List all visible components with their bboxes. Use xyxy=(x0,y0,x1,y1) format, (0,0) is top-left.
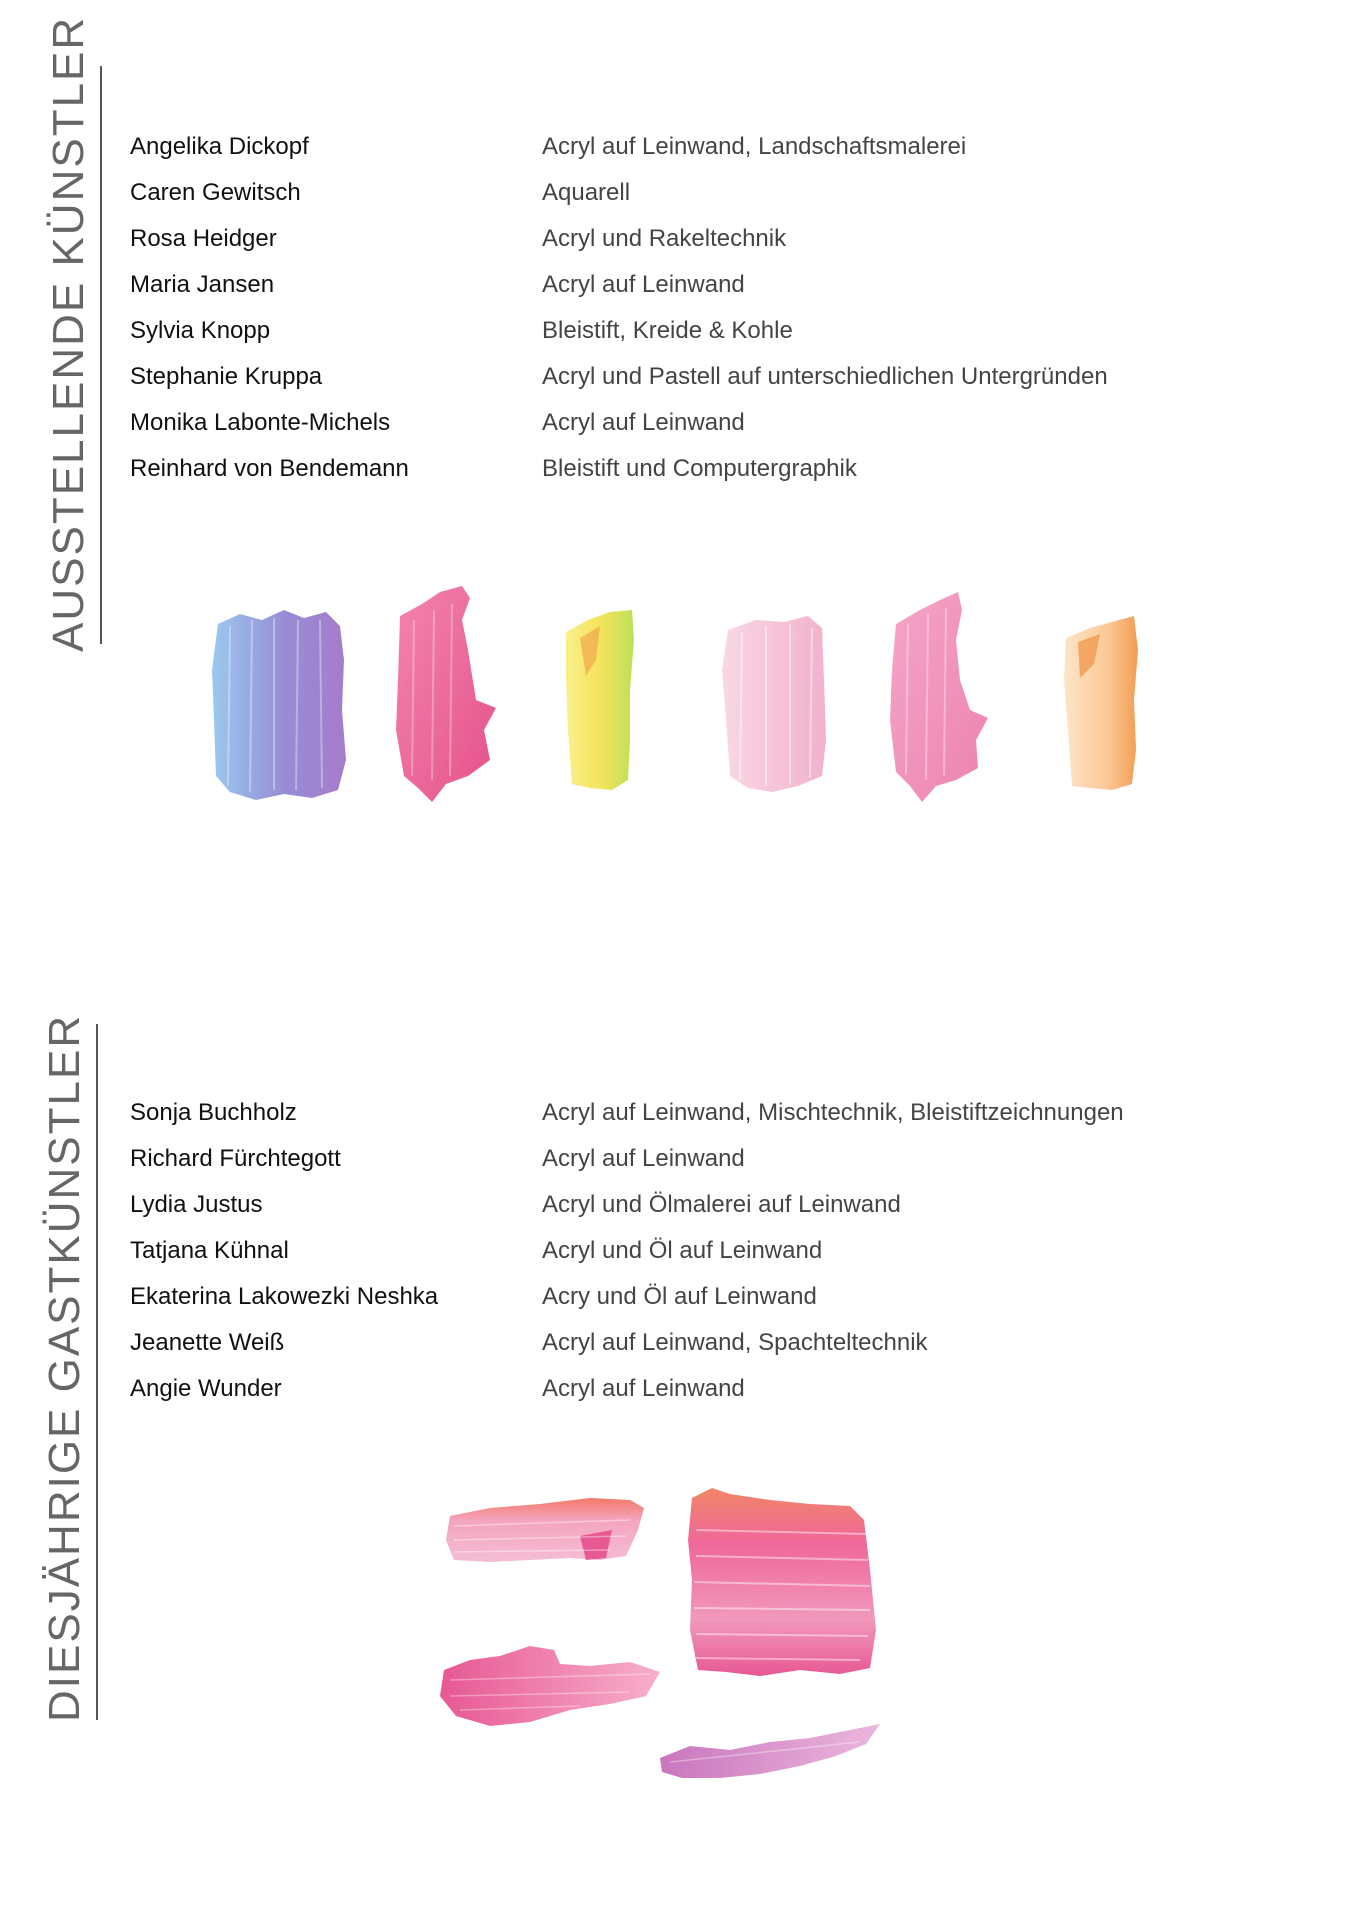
artist-row xyxy=(130,308,1280,354)
artist-row xyxy=(130,124,1280,170)
artist-technique: Acryl auf Leinwand, Mischtechnik, Bleistiftzeichnungen xyxy=(542,1099,1124,1126)
artist-technique: Acryl und Ölmalerei auf Leinwand xyxy=(542,1191,901,1218)
artist-name: Monika Labonte-Michels xyxy=(130,409,391,436)
artist-row xyxy=(130,1274,1280,1320)
artist-technique: Aquarell xyxy=(542,179,631,206)
artist-technique: Acryl auf Leinwand, Spachteltechnik xyxy=(542,1329,928,1356)
guests-section xyxy=(0,1010,1358,1920)
artist-technique: Acryl und Öl auf Leinwand xyxy=(542,1237,823,1264)
artist-technique: Acryl auf Leinwand xyxy=(542,271,745,298)
artist-name: Tatjana Kühnal xyxy=(130,1237,289,1264)
artist-row xyxy=(130,170,1280,216)
artist-technique: Acryl und Pastell auf unterschiedlichen Untergründen xyxy=(542,363,1108,390)
paint-stroke-peach-orange xyxy=(1064,616,1138,790)
paint-stroke-yellow-green xyxy=(566,610,634,790)
exhibitors-section xyxy=(0,0,1358,900)
artist-technique: Bleistift, Kreide & Kohle xyxy=(542,317,793,344)
guests-artist-list xyxy=(130,1090,1280,1412)
artist-name: Richard Fürchtegott xyxy=(130,1145,341,1172)
artist-row xyxy=(130,262,1280,308)
artist-name: Sylvia Knopp xyxy=(130,317,271,344)
artist-row xyxy=(130,354,1280,400)
artist-name: Maria Jansen xyxy=(130,271,275,298)
exhibitors-section-rule xyxy=(100,66,102,644)
artist-name: Caren Gewitsch xyxy=(130,179,301,206)
artist-row xyxy=(130,1228,1280,1274)
artist-name: Angelika Dickopf xyxy=(130,133,309,160)
artist-row xyxy=(130,446,1280,492)
artist-name: Ekaterina Lakowezki Neshka xyxy=(130,1283,439,1310)
artist-row xyxy=(130,400,1280,446)
artist-name: Stephanie Kruppa xyxy=(130,363,323,390)
artist-row xyxy=(130,1090,1280,1136)
artist-technique: Acryl auf Leinwand xyxy=(542,1375,745,1402)
guests-section-title: DIESJÄHRIGE GASTKÜNSTLER xyxy=(40,1013,89,1722)
paint-stroke-light-pink xyxy=(722,616,826,792)
paint-stroke-coral-pink-top-left xyxy=(446,1498,644,1562)
artist-name: Rosa Heidger xyxy=(130,225,277,252)
artist-technique: Acryl auf Leinwand, Landschaftsmalerei xyxy=(542,133,967,160)
paint-stroke-pink xyxy=(890,592,988,802)
paint-stroke-pink-red-large xyxy=(688,1488,876,1676)
paint-stroke-magenta xyxy=(396,586,496,802)
artist-technique: Acryl auf Leinwand xyxy=(542,409,745,436)
exhibitors-section-title: AUSSTELLENDE KÜNSTLER xyxy=(44,15,93,652)
artist-name: Jeanette Weiß xyxy=(130,1329,285,1356)
guests-section-rule xyxy=(96,1024,98,1720)
exhibitors-artist-list xyxy=(130,124,1280,492)
artist-row xyxy=(130,216,1280,262)
artist-technique: Acry und Öl auf Leinwand xyxy=(542,1283,817,1310)
paint-stroke-hot-pink xyxy=(440,1646,660,1726)
artist-technique: Acryl auf Leinwand xyxy=(542,1145,745,1172)
artist-row xyxy=(130,1182,1280,1228)
paint-stroke-blue-violet xyxy=(212,610,346,800)
artist-row xyxy=(130,1136,1280,1182)
artist-name: Lydia Justus xyxy=(130,1191,263,1218)
artist-technique: Acryl und Rakeltechnik xyxy=(542,225,787,252)
artist-name: Angie Wunder xyxy=(130,1375,282,1402)
paint-strokes-row xyxy=(200,580,1160,830)
paint-stroke-orchid xyxy=(660,1724,880,1778)
artist-row xyxy=(130,1366,1280,1412)
artist-name: Reinhard von Bendemann xyxy=(130,455,409,482)
artist-name: Sonja Buchholz xyxy=(130,1099,297,1126)
artist-row xyxy=(130,1320,1280,1366)
paint-strokes-cluster xyxy=(430,1460,950,1820)
artist-technique: Bleistift und Computergraphik xyxy=(542,455,857,482)
